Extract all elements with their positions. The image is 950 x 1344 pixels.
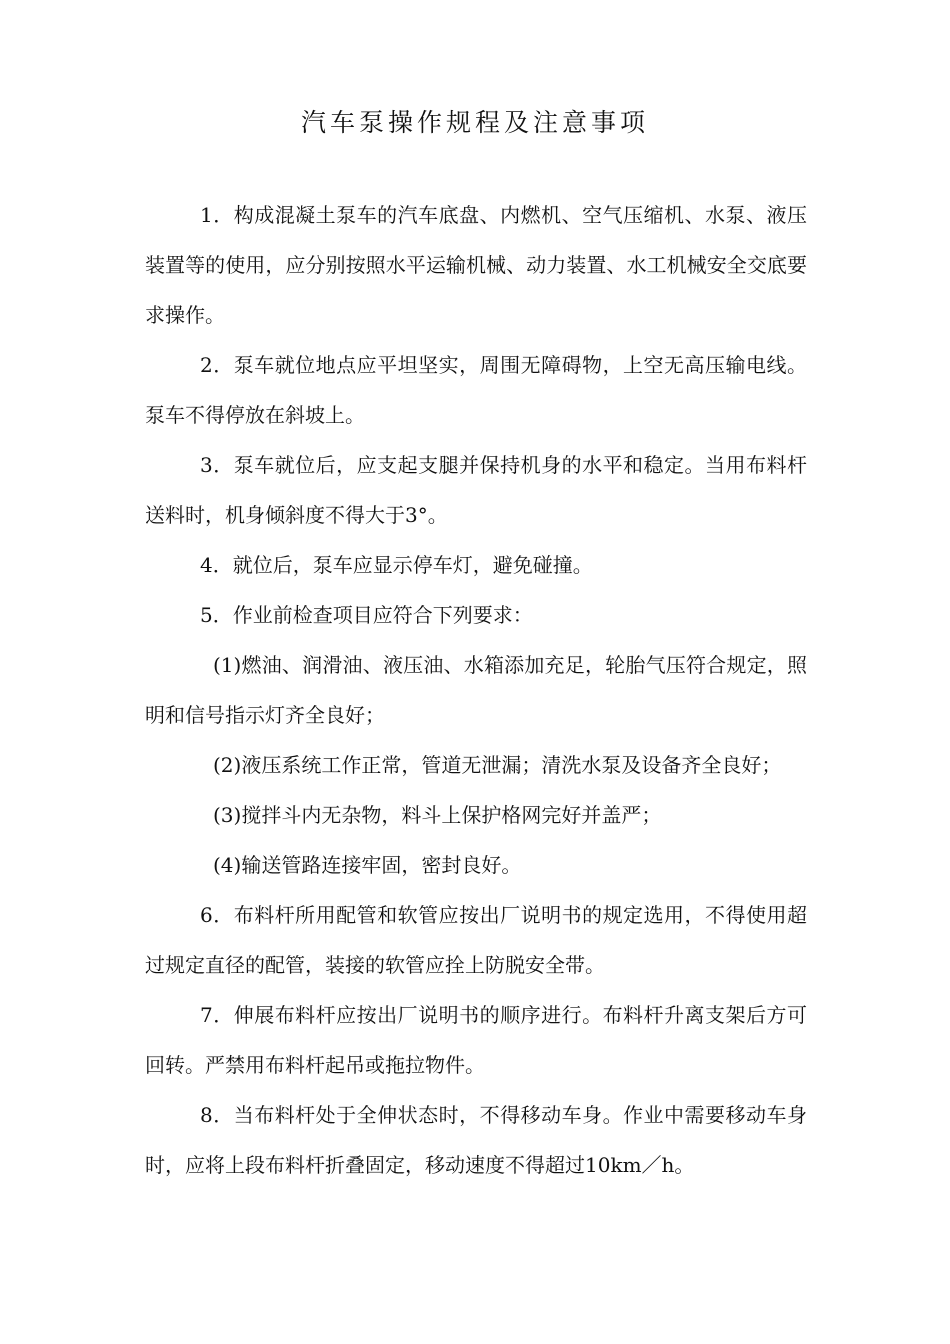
document-title: 汽车泵操作规程及注意事项 (300, 108, 649, 137)
paragraph-4: 4．就位后，泵车应显示停车灯，避免碰撞。 (200, 553, 593, 577)
document-body (145, 190, 807, 1190)
paragraph-5-item-2: (2)液压系统工作正常，管道无泄漏；清洗水泵及设备齐全良好； (213, 753, 782, 777)
paragraph-6: 6．布料杆所用配管和软管应按出厂说明书的规定选用，不得使用超过规定直径的配管，装接的软管应拴上防脱安全带。 (145, 903, 807, 977)
paragraph-7: 7．伸展布料杆应按出厂说明书的顺序进行。布料杆升离支架后方可回转。严禁用布料杆起吊或拖拉物件。 (145, 1003, 807, 1077)
paragraph-2: 2．泵车就位地点应平坦坚实，周围无障碍物，上空无高压输电线。泵车不得停放在斜坡上。 (145, 353, 807, 427)
paragraph-5-item-3: (3)搅拌斗内无杂物，料斗上保护格网完好并盖严； (213, 803, 662, 827)
paragraph-5: 5．作业前检查项目应符合下列要求： (200, 603, 533, 627)
paragraph-8: 8．当布料杆处于全伸状态时，不得移动车身。作业中需要移动车身时，应将上段布料杆折叠固定，移动速度不得超过10km／h。 (145, 1103, 807, 1177)
paragraph-5-item-1: (1)燃油、润滑油、液压油、水箱添加充足，轮胎气压符合规定，照明和信号指示灯齐全良好； (145, 653, 807, 727)
paragraph-5-item-4: (4)输送管路连接牢固，密封良好。 (213, 853, 522, 877)
paragraph-3: 3．泵车就位后，应支起支腿并保持机身的水平和稳定。当用布料杆送料时，机身倾斜度不得大于3°。 (145, 453, 807, 527)
paragraph-1: 1．构成混凝土泵车的汽车底盘、内燃机、空气压缩机、水泵、液压装置等的使用，应分别按照水平运输机械、动力装置、水工机械安全交底要求操作。 (145, 203, 807, 327)
